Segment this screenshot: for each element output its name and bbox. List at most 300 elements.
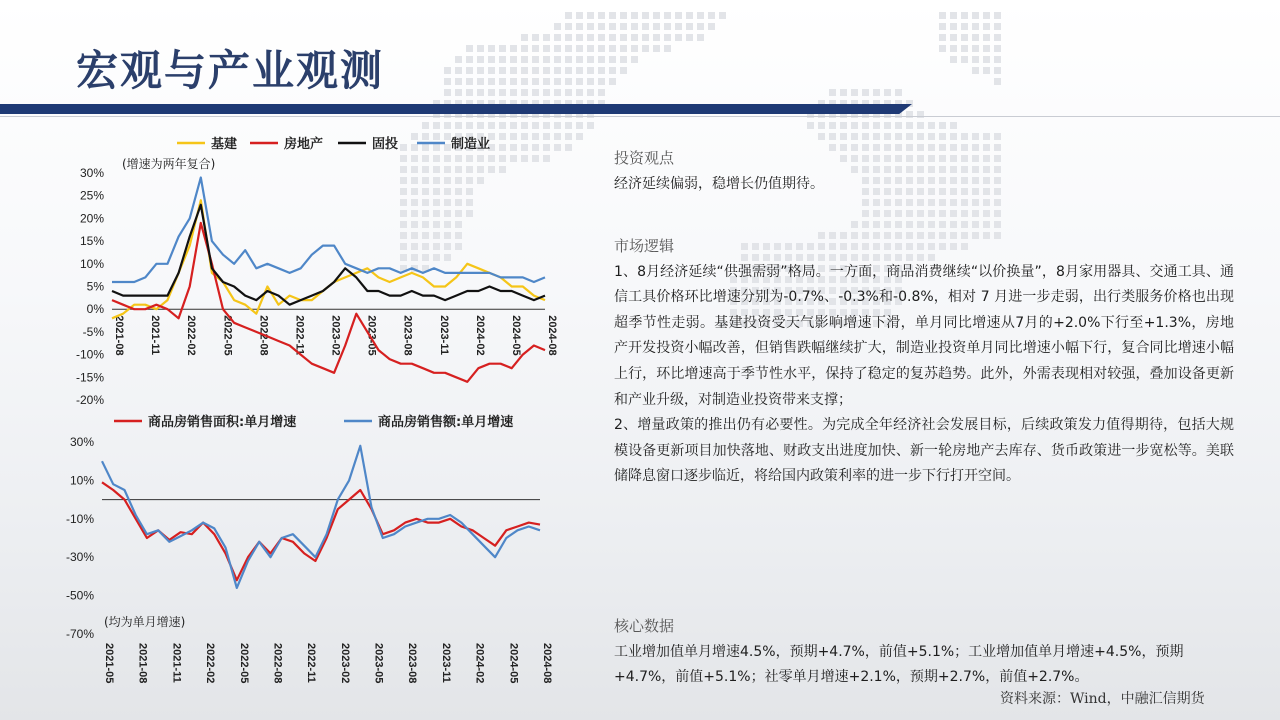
x-tick-label: 2024-05 [507,643,520,684]
map-dot [620,23,627,30]
map-dot [477,122,484,129]
map-dot [488,67,495,74]
map-dot [972,23,979,30]
map-dot [587,67,594,74]
y-tick-label: -15% [75,370,104,385]
map-dot [939,210,946,217]
map-dot [477,78,484,85]
map-dot [994,133,1001,140]
map-dot [972,67,979,74]
x-tick-label: 2022-02 [185,315,198,356]
map-dot [543,45,550,52]
map-dot [697,34,704,41]
map-dot [543,89,550,96]
map-dot [983,199,990,206]
map-dot [807,122,814,129]
x-tick-label: 2024-08 [541,643,553,684]
map-dot [620,56,627,63]
map-dot [532,67,539,74]
y-tick-label: 15% [79,234,104,249]
map-dot [939,45,946,52]
map-dot [961,133,968,140]
map-dot [884,199,891,206]
map-dot [983,23,990,30]
x-tick-label: 2023-08 [401,315,414,356]
series-line-基建 [112,200,545,318]
map-dot [961,56,968,63]
map-dot [510,78,517,85]
map-dot [598,34,605,41]
map-dot [972,34,979,41]
map-dot [873,89,880,96]
section-core-data [614,614,1234,691]
housing-sales-chart [60,405,560,720]
map-dot [906,133,913,140]
series-line-商品房销售面积:单月增速 [102,482,540,580]
map-dot [532,45,539,52]
map-dot [928,221,935,228]
map-dot [950,133,957,140]
map-dot [972,56,979,63]
series-line-固投 [112,205,545,305]
map-dot [994,210,1001,217]
map-dot [422,122,429,129]
map-dot [708,23,715,30]
map-dot [686,34,693,41]
map-dot [488,56,495,63]
map-dot [565,122,572,129]
section-heading: 市场逻辑 [614,237,675,255]
map-dot [994,221,1001,228]
map-dot [983,67,990,74]
x-tick-label: 2024-05 [509,315,522,356]
map-dot [609,78,616,85]
map-dot [466,56,473,63]
map-dot [565,67,572,74]
x-tick-label: 2021-05 [103,643,115,684]
map-dot [994,78,1001,85]
map-dot [521,89,528,96]
map-dot [928,210,935,217]
map-dot [466,89,473,96]
map-dot [510,122,517,129]
map-dot [609,67,616,74]
x-tick-label: 2023-05 [372,643,385,684]
map-dot [609,56,616,63]
map-dot [576,45,583,52]
map-dot [873,221,880,228]
map-dot [455,89,462,96]
x-tick-label: 2024-02 [473,643,486,684]
map-dot [609,23,616,30]
map-dot [532,34,539,41]
map-dot [576,56,583,63]
map-dot [862,122,869,129]
map-dot [521,67,528,74]
x-tick-label: 2023-02 [338,643,351,684]
map-dot [587,23,594,30]
map-dot [554,56,561,63]
map-dot [950,12,957,19]
map-dot [961,12,968,19]
legend-label: 房地产 [284,137,324,152]
map-dot [939,199,946,206]
map-dot [972,45,979,52]
map-dot [565,45,572,52]
map-dot [884,122,891,129]
map-dot [664,34,671,41]
map-dot [587,12,594,19]
map-dot [873,210,880,217]
map-dot [928,122,935,129]
map-dot [994,23,1001,30]
map-dot [950,221,957,228]
y-axis-note: (均为单月增速) [104,615,186,629]
map-dot [543,78,550,85]
map-dot [994,45,1001,52]
y-tick-label: -30% [65,550,94,565]
map-dot [697,12,704,19]
y-tick-label: 0% [86,302,104,317]
map-dot [818,133,825,140]
map-dot [873,133,880,140]
map-dot [565,144,572,151]
y-tick-label: 30% [79,166,104,180]
x-tick-label: 2023-11 [439,643,452,683]
map-dot [477,67,484,74]
map-dot [862,210,869,217]
map-dot [587,34,594,41]
map-dot [939,133,946,140]
map-dot [576,23,583,30]
map-dot [510,56,517,63]
map-dot [928,133,935,140]
map-dot [895,210,902,217]
map-dot [510,89,517,96]
map-dot [895,221,902,228]
x-tick-label: 2022-08 [271,643,284,684]
map-dot [862,133,869,140]
map-dot [972,199,979,206]
map-dot [983,133,990,140]
map-dot [851,133,858,140]
map-dot [829,122,836,129]
y-tick-label: 10% [79,256,104,271]
map-dot [939,221,946,228]
map-dot [587,78,594,85]
map-dot [972,221,979,228]
map-dot [972,12,979,19]
map-dot [675,12,682,19]
map-dot [917,210,924,217]
map-dot [983,56,990,63]
map-dot [840,133,847,140]
legend-label: 基建 [211,137,238,152]
map-dot [455,122,462,129]
map-dot [466,67,473,74]
map-dot [543,67,550,74]
map-dot [961,45,968,52]
map-dot [499,78,506,85]
map-dot [675,23,682,30]
map-dot [873,122,880,129]
map-dot [906,199,913,206]
map-dot [477,89,484,96]
map-dot [906,221,913,228]
y-tick-label: 20% [79,211,104,226]
map-dot [884,221,891,228]
map-dot [565,133,572,140]
map-dot [466,45,473,52]
map-dot [466,78,473,85]
map-dot [939,34,946,41]
map-dot [840,122,847,129]
map-dot [928,199,935,206]
y-tick-label: 25% [79,188,104,203]
map-dot [433,122,440,129]
map-dot [708,12,715,19]
x-tick-label: 2021-11 [170,643,183,683]
map-dot [587,122,594,129]
map-dot [961,210,968,217]
map-dot [521,78,528,85]
map-dot [598,45,605,52]
map-dot [521,45,528,52]
legend-label: 商品房销售面积:单月增速 [148,415,297,430]
x-tick-label: 2021-08 [136,643,149,684]
map-dot [554,45,561,52]
x-tick-label: 2023-02 [329,315,342,356]
x-tick-label: 2022-05 [237,643,250,684]
map-dot [950,210,957,217]
section-market-logic [614,234,1234,490]
map-dot [620,34,627,41]
map-dot [609,45,616,52]
map-dot [994,199,1001,206]
map-dot [631,34,638,41]
section-body: 工业增加值单月增速4.5%，预期+4.7%，前值+5.1%；工业增加值单月增速+4.5%，预期+4.7%，前值+5.1%；社零单月增速+2.1%，预期+2.7%，前值+2.7%。 [614,643,1184,686]
map-dot [675,34,682,41]
map-dot [510,45,517,52]
map-dot [532,89,539,96]
map-dot [576,67,583,74]
map-dot [851,122,858,129]
map-dot [488,89,495,96]
map-dot [631,12,638,19]
map-dot [455,67,462,74]
x-tick-label: 2022-11 [293,315,306,355]
map-dot [818,122,825,129]
legend-label: 固投 [372,137,399,152]
map-dot [455,56,462,63]
map-dot [543,56,550,63]
map-dot [939,23,946,30]
map-dot [961,34,968,41]
map-dot [983,221,990,228]
series-line-商品房销售额:单月增速 [102,446,540,588]
x-tick-label: 2022-11 [305,643,318,683]
map-dot [576,133,583,140]
map-dot [598,12,605,19]
map-dot [587,89,594,96]
y-tick-label: -5% [82,324,104,339]
map-dot [994,34,1001,41]
map-dot [686,12,693,19]
y-tick-label: -10% [65,511,94,526]
map-dot [950,45,957,52]
map-dot [642,34,649,41]
map-dot [697,23,704,30]
x-tick-label: 2022-08 [257,315,270,356]
map-dot [521,34,528,41]
y-tick-label: -70% [65,627,94,641]
map-dot [994,12,1001,19]
map-dot [906,122,913,129]
map-dot [895,199,902,206]
map-dot [873,199,880,206]
map-dot [862,221,869,228]
x-tick-label: 2022-02 [204,643,217,684]
map-dot [576,122,583,129]
x-tick-label: 2021-08 [113,315,125,356]
section-investment-view [614,146,1234,197]
map-dot [466,122,473,129]
map-dot [653,34,660,41]
map-dot [653,23,660,30]
map-dot [994,67,1001,74]
map-dot [477,56,484,63]
map-dot [510,67,517,74]
map-dot [587,56,594,63]
map-dot [664,45,671,52]
map-dot [532,78,539,85]
map-dot [862,199,869,206]
header-bar [0,104,912,114]
map-dot [488,122,495,129]
map-dot [983,12,990,19]
map-dot [631,45,638,52]
map-dot [444,89,451,96]
map-dot [895,89,902,96]
y-tick-label: 10% [69,473,94,488]
map-dot [565,34,572,41]
series-line-房地产 [112,223,545,382]
map-dot [884,133,891,140]
map-dot [642,23,649,30]
map-dot [829,133,836,140]
map-dot [444,78,451,85]
map-dot [840,89,847,96]
map-dot [554,89,561,96]
page-title: 宏观与产业观测 [76,46,385,95]
x-tick-label: 2022-05 [221,315,234,356]
map-dot [532,122,539,129]
map-dot [499,45,506,52]
section-body: 经济延续偏弱，稳增长仍值期待。 [614,175,824,192]
map-dot [499,122,506,129]
map-dot [620,67,627,74]
map-dot [598,78,605,85]
y-tick-label: -20% [75,393,104,405]
y-tick-label: 5% [86,279,104,294]
map-dot [565,56,572,63]
map-dot [983,210,990,217]
map-dot [543,122,550,129]
map-dot [598,56,605,63]
map-dot [598,89,605,96]
data-source: 资料来源：Wind，中融汇信期货 [1000,691,1205,707]
map-dot [917,199,924,206]
map-dot [488,78,495,85]
map-dot [895,133,902,140]
map-dot [565,12,572,19]
map-dot [653,12,660,19]
section-heading: 投资观点 [614,149,675,167]
map-dot [587,45,594,52]
map-dot [521,56,528,63]
map-dot [939,122,946,129]
map-dot [554,34,561,41]
y-tick-label: 30% [69,435,94,449]
map-dot [994,56,1001,63]
map-dot [631,56,638,63]
map-dot [961,23,968,30]
x-tick-label: 2023-11 [437,315,450,355]
map-dot [477,45,484,52]
map-dot [917,133,924,140]
map-dot [554,67,561,74]
map-dot [884,210,891,217]
x-tick-label: 2023-08 [406,643,419,684]
map-dot [598,23,605,30]
map-dot [983,34,990,41]
map-dot [950,34,957,41]
map-dot [554,78,561,85]
map-dot [565,89,572,96]
legend-label: 商品房销售额:单月增速 [378,415,514,430]
map-dot [884,89,891,96]
map-dot [950,122,957,129]
map-dot [554,23,561,30]
y-axis-note: (增速为两年复合) [122,157,216,171]
header-divider [0,116,1280,117]
x-tick-label: 2021-11 [149,315,162,355]
map-dot [444,122,451,129]
map-dot [983,45,990,52]
map-dot [598,67,605,74]
map-dot [917,221,924,228]
x-tick-label: 2023-05 [365,315,378,356]
legend-label: 制造业 [451,137,491,152]
map-dot [972,133,979,140]
map-dot [499,56,506,63]
map-dot [576,78,583,85]
investment-growth-chart [60,130,560,405]
y-tick-label: -10% [75,347,104,362]
map-dot [631,23,638,30]
map-dot [664,12,671,19]
map-dot [565,78,572,85]
map-dot [620,45,627,52]
map-dot [950,199,957,206]
map-dot [950,56,957,63]
map-dot [851,89,858,96]
map-dot [488,45,495,52]
map-dot [939,12,946,19]
map-dot [565,23,572,30]
x-tick-label: 2024-02 [473,315,486,356]
map-dot [543,34,550,41]
